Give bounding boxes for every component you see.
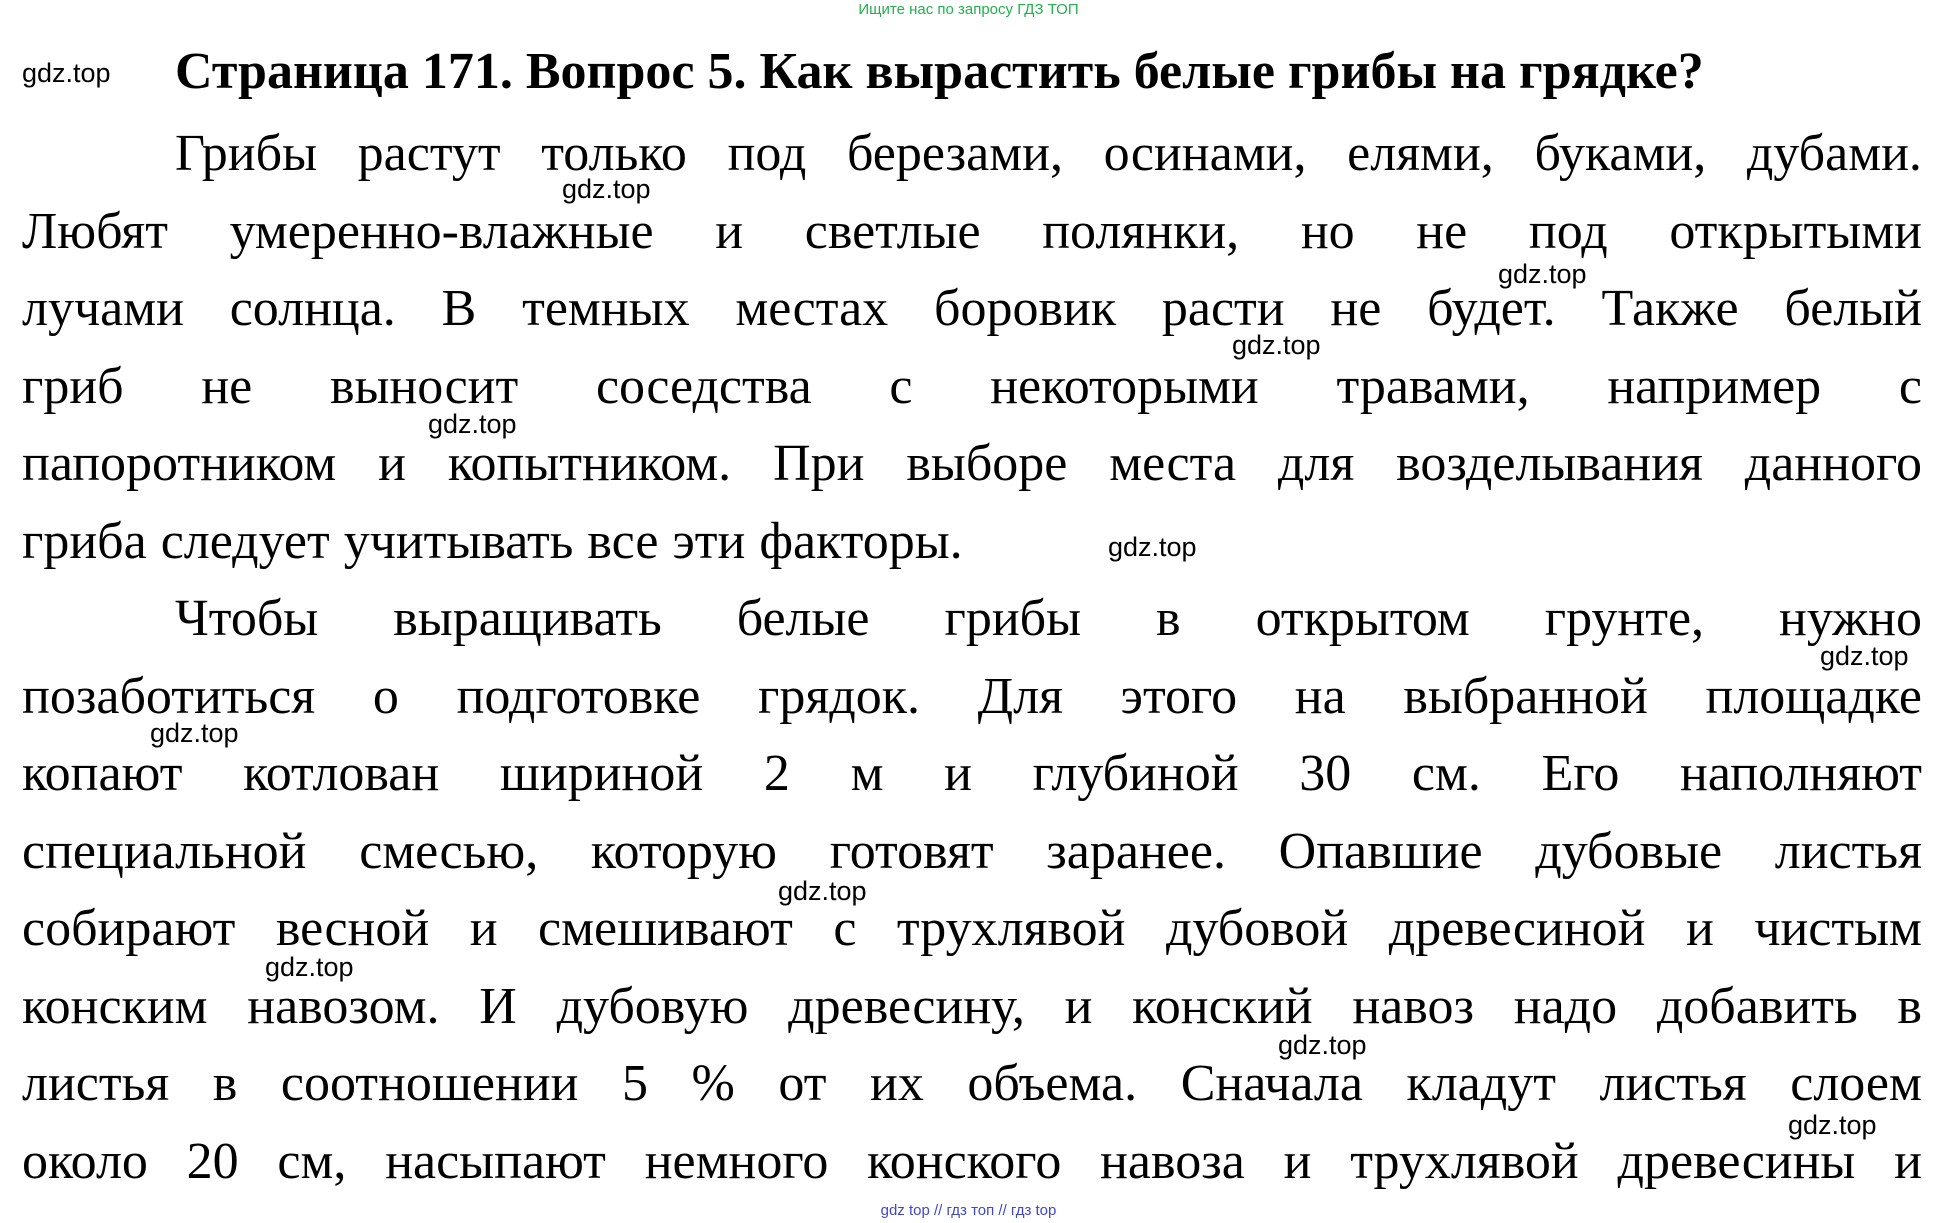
word: Грибы — [175, 125, 318, 182]
watermark: gdz.top — [778, 876, 867, 906]
text-line — [22, 193, 1922, 271]
text-line — [22, 425, 1922, 503]
watermark: gdz.top — [1278, 1030, 1367, 1060]
word: специальной — [22, 822, 307, 880]
word: только — [541, 125, 687, 182]
word: не — [201, 357, 253, 415]
watermark: gdz.top — [1820, 641, 1909, 671]
word: слоем — [1790, 1055, 1922, 1112]
word: данного — [1744, 435, 1922, 492]
word: см. — [1411, 745, 1481, 802]
word: весной — [275, 900, 430, 957]
watermark: gdz.top — [1498, 259, 1587, 289]
watermark: gdz.top — [1232, 330, 1321, 360]
word: около — [22, 1132, 148, 1190]
word: и — [1283, 1132, 1312, 1190]
text-line — [22, 348, 1922, 426]
word: под — [727, 125, 807, 182]
word: с — [889, 357, 913, 415]
word: открытыми — [1669, 202, 1922, 260]
word: копытником. — [447, 435, 732, 492]
word: полянки, — [1042, 202, 1240, 260]
word: м — [850, 745, 884, 802]
word: будет. — [1427, 280, 1556, 337]
top-banner: Ищите нас по запросу ГДЗ ТОП — [858, 1, 1079, 18]
word: 5 — [621, 1055, 648, 1112]
word: трухлявой — [1350, 1132, 1579, 1190]
word: но — [1300, 202, 1355, 260]
word: о — [372, 667, 399, 725]
text-line — [22, 1045, 1922, 1123]
word: листья — [1599, 1055, 1747, 1112]
word: факторы. — [759, 512, 963, 570]
word: см, — [277, 1132, 347, 1190]
word: открытом — [1255, 590, 1470, 647]
word: гриб — [22, 357, 124, 415]
word: буками, — [1534, 125, 1707, 182]
word: Сначала — [1180, 1055, 1363, 1112]
word: и — [1064, 977, 1093, 1035]
word: эти — [672, 512, 746, 570]
word: В — [441, 280, 477, 337]
text-line — [22, 658, 1922, 736]
word: трухлявой — [896, 900, 1126, 957]
word: навозом. — [247, 977, 440, 1035]
word: дубовые — [1535, 822, 1723, 880]
word: в — [212, 1055, 238, 1112]
word: конского — [867, 1132, 1062, 1190]
watermark: gdz.top — [1108, 532, 1197, 562]
word: следует — [160, 512, 330, 570]
word: нужно — [1779, 590, 1922, 647]
word: елями, — [1347, 125, 1494, 182]
word: Опавшие — [1278, 822, 1483, 880]
word: в — [1897, 977, 1922, 1035]
word: и — [715, 202, 744, 260]
word: и — [378, 435, 406, 492]
word: надо — [1513, 977, 1618, 1035]
watermark: gdz.top — [1788, 1110, 1877, 1140]
word: белые — [736, 590, 870, 647]
word: от — [778, 1055, 827, 1112]
word: с — [1898, 357, 1922, 415]
word: не — [1330, 280, 1382, 337]
word: темных — [522, 280, 690, 337]
word: смешивают — [538, 900, 793, 957]
word: Любят — [22, 202, 168, 260]
word: соседства — [595, 357, 812, 415]
word: кладут — [1406, 1055, 1556, 1112]
word: осинами, — [1103, 125, 1307, 182]
word: шириной — [499, 745, 704, 802]
word: все — [587, 512, 659, 570]
word: готовят — [829, 822, 994, 880]
word: растут — [357, 125, 501, 182]
word: выборе — [906, 435, 1068, 492]
word: умеренно-влажные — [229, 202, 654, 260]
word: и — [1894, 1132, 1922, 1190]
text-line — [22, 115, 1922, 193]
word: дубовую — [556, 977, 749, 1035]
word: чистым — [1754, 900, 1922, 957]
word: березами, — [847, 125, 1063, 182]
word: светлые — [804, 202, 981, 260]
text-line — [22, 270, 1922, 348]
word: площадке — [1705, 667, 1922, 725]
word: места — [1109, 435, 1237, 492]
word: копают — [22, 745, 183, 802]
word: и — [944, 745, 972, 802]
word: древесиной — [1388, 900, 1646, 957]
watermark: gdz.top — [22, 58, 111, 88]
watermark: gdz.top — [265, 952, 354, 982]
word: расти — [1161, 280, 1285, 337]
answer-text — [22, 115, 1922, 1200]
word: смесью, — [359, 822, 539, 880]
word: конский — [1132, 977, 1313, 1035]
word: лучами — [22, 280, 184, 337]
word: насыпают — [385, 1132, 606, 1190]
word: котлован — [243, 745, 440, 802]
watermark: gdz.top — [150, 718, 239, 748]
word: древесину, — [788, 977, 1025, 1035]
word: древесины — [1617, 1132, 1856, 1190]
word: грядок. — [758, 667, 920, 725]
word: заранее. — [1046, 822, 1226, 880]
word: грунте, — [1544, 590, 1705, 647]
word: При — [773, 435, 865, 492]
word: добавить — [1656, 977, 1858, 1035]
word: гриба — [22, 512, 147, 570]
word: не — [1416, 202, 1468, 260]
word: подготовке — [456, 667, 701, 725]
word: для — [1277, 435, 1355, 492]
word: на — [1294, 667, 1346, 725]
text-line — [22, 1123, 1922, 1201]
word: боровик — [933, 280, 1117, 337]
bottom-banner: gdz top // гдз топ // гдз top — [880, 1202, 1057, 1219]
word: грибы — [944, 590, 1082, 647]
word: возделывания — [1396, 435, 1703, 492]
word: наполняют — [1680, 745, 1922, 802]
word: 30 — [1299, 745, 1352, 802]
watermark: gdz.top — [562, 174, 651, 204]
word: позаботиться — [22, 667, 316, 725]
word: навоза — [1100, 1132, 1245, 1190]
word: местах — [735, 280, 889, 337]
word: этого — [1120, 667, 1238, 725]
page-title: Страница 171. Вопрос 5. Как вырастить белые грибы на грядке? — [175, 43, 1704, 100]
word: солнца. — [229, 280, 396, 337]
word: дубовой — [1165, 900, 1349, 957]
text-line — [22, 580, 1922, 658]
word: Его — [1541, 745, 1620, 802]
word: выращивать — [393, 590, 662, 647]
word: например — [1607, 357, 1822, 415]
word: Для — [977, 667, 1063, 725]
word: конским — [22, 977, 208, 1035]
word: 20 — [186, 1132, 239, 1190]
word: с — [833, 900, 857, 957]
word: собирают — [22, 900, 236, 957]
word: белый — [1784, 280, 1922, 337]
text-line — [22, 735, 1922, 813]
text-line — [22, 813, 1922, 891]
word: их — [870, 1055, 924, 1112]
word: которую — [590, 822, 778, 880]
word: выносит — [329, 357, 519, 415]
word: соотношении — [280, 1055, 579, 1112]
word: и — [469, 900, 498, 957]
word: некоторыми — [990, 357, 1259, 415]
word: Чтобы — [175, 590, 319, 647]
word: листья — [1774, 822, 1922, 880]
word: Также — [1601, 280, 1739, 337]
word: учитывать — [343, 512, 574, 570]
word: папоротником — [22, 435, 337, 492]
word: и — [1685, 900, 1714, 957]
word: дубами. — [1746, 125, 1922, 182]
word: % — [691, 1055, 735, 1112]
word: в — [1156, 590, 1181, 647]
word: И — [479, 977, 517, 1035]
text-line — [22, 503, 1922, 581]
watermark: gdz.top — [428, 409, 517, 439]
word: глубиной — [1032, 745, 1239, 802]
word: под — [1528, 202, 1608, 260]
word: травами, — [1336, 357, 1530, 415]
word: навоз — [1352, 977, 1474, 1035]
word: выбранной — [1403, 667, 1648, 725]
word: листья — [22, 1055, 170, 1112]
word: объема. — [967, 1055, 1138, 1112]
word: немного — [644, 1132, 829, 1190]
word: 2 — [763, 745, 790, 802]
